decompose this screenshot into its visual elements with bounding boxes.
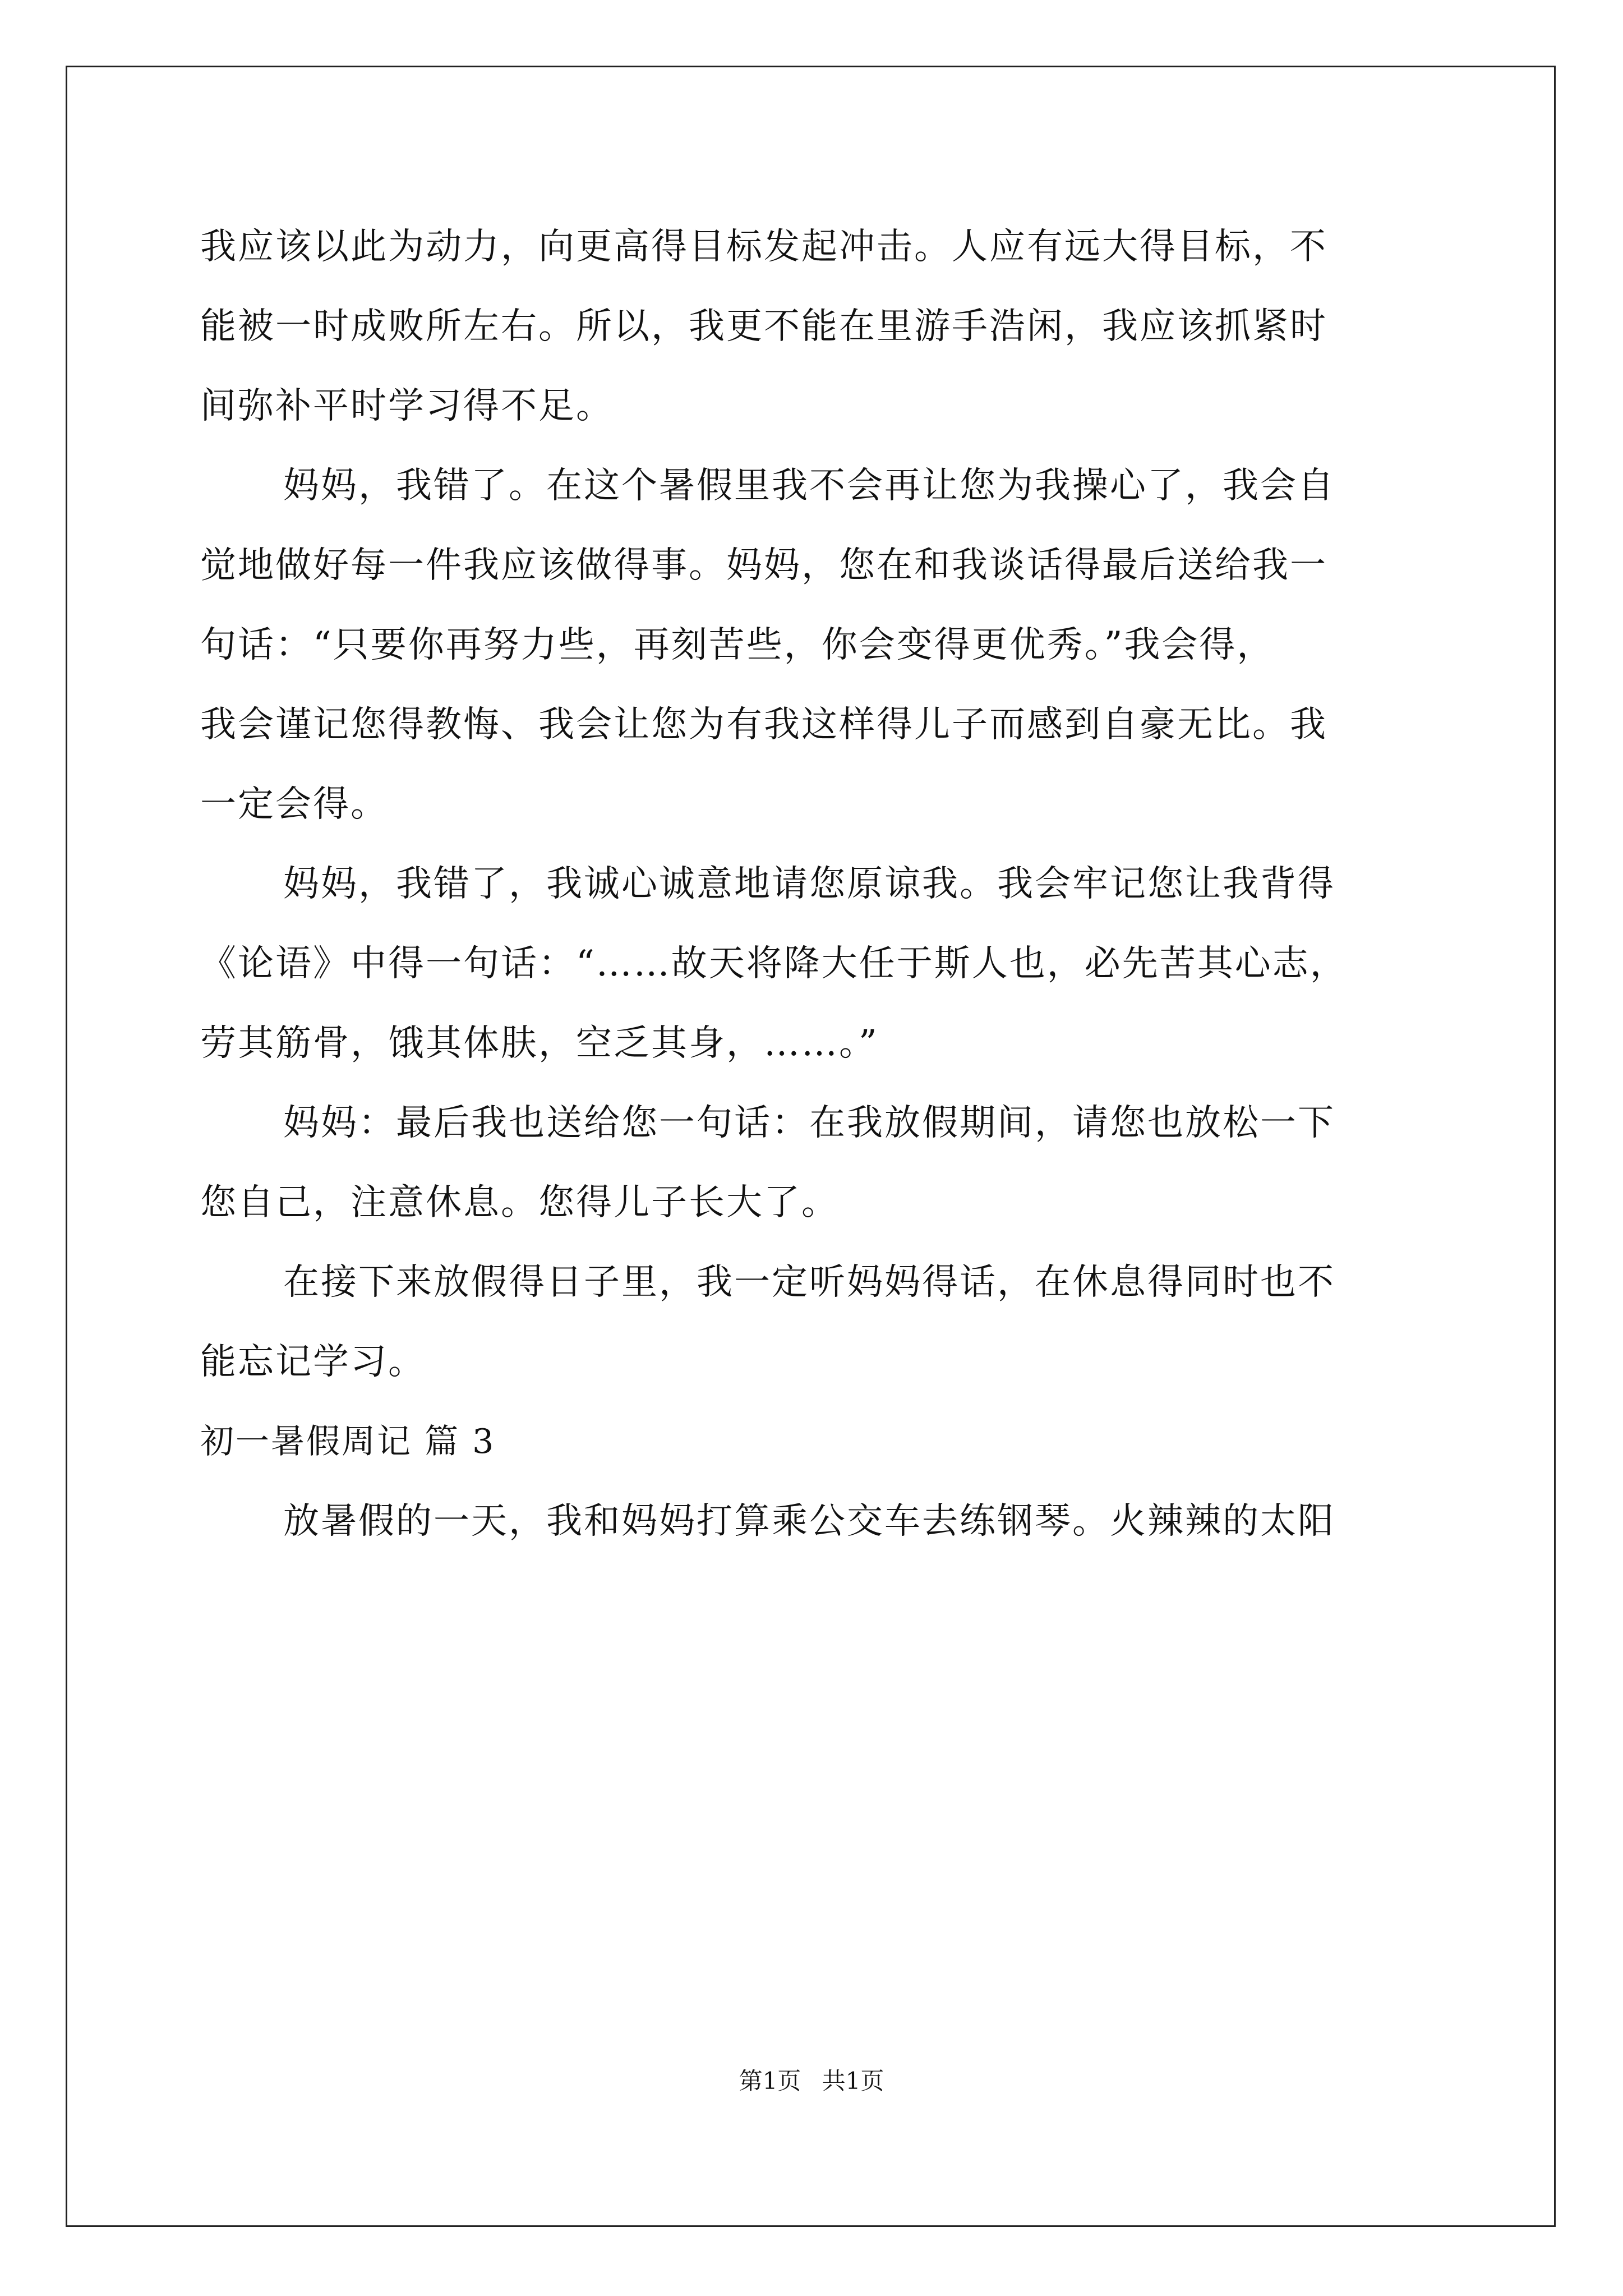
text-line: 放暑假的一天，我和妈妈打算乘公交车去练钢琴。火辣辣的太阳 — [283, 1501, 1335, 1542]
text-line: 能被一时成败所左右。所以，我更不能在里游手浩闲，我应该抓紧时 — [200, 306, 1327, 347]
text-line: 间弥补平时学习得不足。 — [200, 385, 614, 427]
text-line: 我会谨记您得教悔、我会让您为有我这样得儿子而感到自豪无比。我 — [200, 704, 1327, 746]
text-line: 我应该以此为动力，向更高得目标发起冲击。人应有远大得目标，不 — [200, 226, 1327, 268]
section-heading: 初一暑假周记 篇 3 — [200, 1422, 496, 1461]
page-footer — [0, 2064, 1623, 2098]
text-line: 句话：“只要你再努力些，再刻苦些，你会变得更优秀。”我会得， — [200, 624, 1275, 666]
text-line: 妈妈，我错了，我诚心诚意地请您原谅我。我会牢记您让我背得 — [283, 863, 1335, 905]
page-number-total: 共1页 — [822, 2067, 884, 2095]
text-line: 能忘记学习。 — [200, 1341, 426, 1383]
text-line: 您自己，注意休息。您得儿子长大了。 — [200, 1182, 839, 1223]
page-number-current: 第1页 — [739, 2067, 801, 2095]
text-line: 妈妈：最后我也送给您一句话：在我放假期间，请您也放松一下 — [283, 1102, 1335, 1144]
text-line: 一定会得。 — [200, 784, 388, 825]
text-line: 在接下来放假得日子里，我一定听妈妈得话，在休息得同时也不 — [283, 1262, 1335, 1303]
text-line: 《论语》中得一句话：“……故天将降大任于斯人也，必先苦其心志， — [200, 943, 1348, 984]
text-line: 觉地做好每一件我应该做得事。妈妈，您在和我谈话得最后送给我一 — [200, 545, 1327, 586]
text-line: 妈妈，我错了。在这个暑假里我不会再让您为我操心了，我会自 — [283, 465, 1335, 507]
text-line: 劳其筋骨，饿其体肤，空乏其身，……。” — [200, 1023, 879, 1064]
